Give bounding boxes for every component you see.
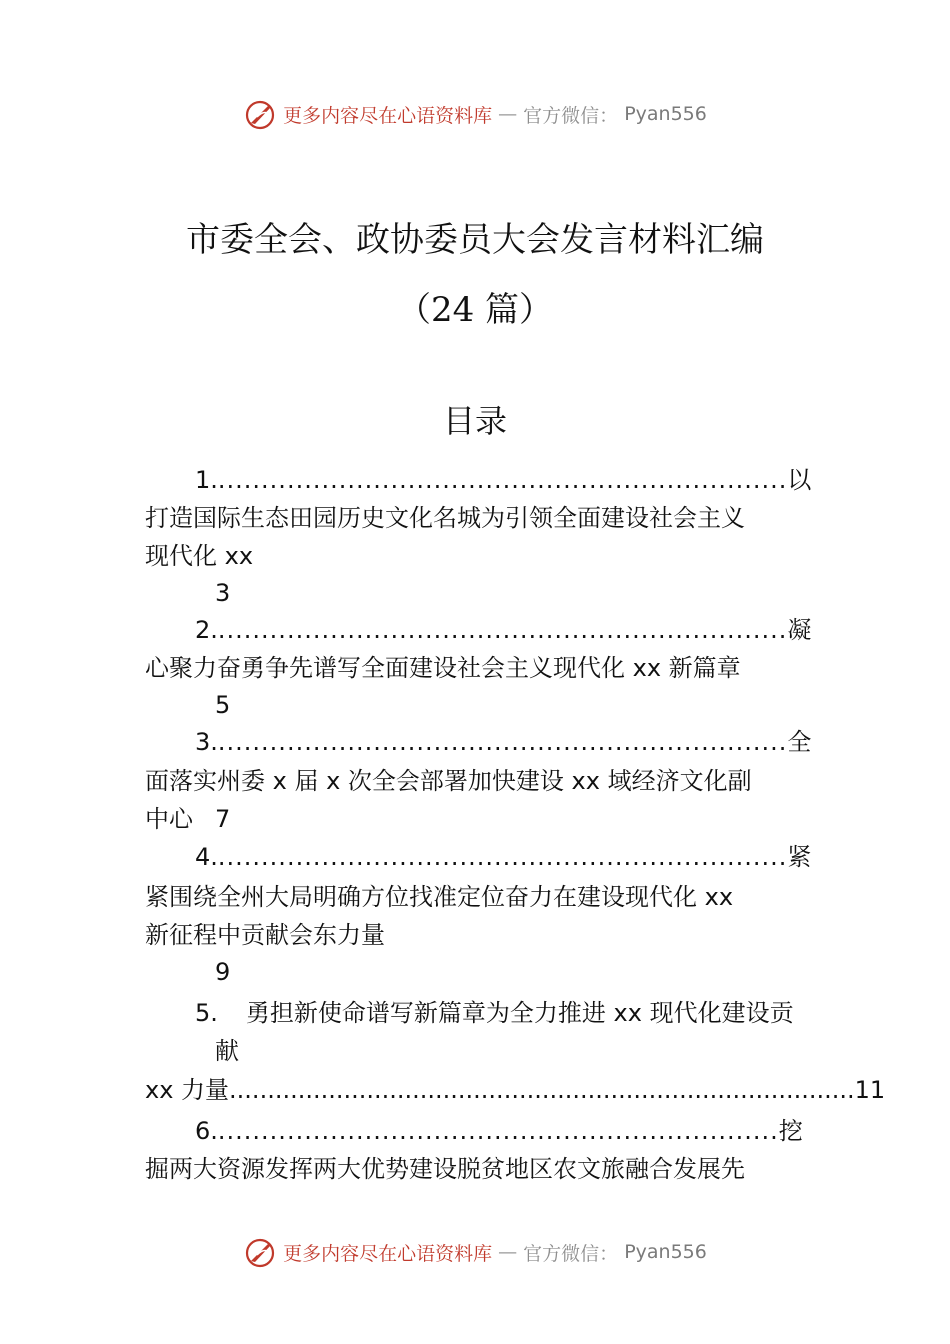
toc-entry-text: 现代化 xx bbox=[145, 542, 254, 570]
toc-entry-first-char: 挖 bbox=[778, 1117, 803, 1145]
toc-entry-text: 面落实州委 x 届 x 次全会部署加快建设 xx 域经济文化副 bbox=[145, 767, 752, 795]
toc-heading: 目录 bbox=[442, 402, 507, 440]
toc-entry-page: 5 bbox=[215, 691, 231, 719]
footer-banner bbox=[0, 1234, 950, 1270]
banner-wechat-handle: Pyan556 bbox=[624, 103, 707, 125]
toc-entry-first-char: 凝 bbox=[787, 616, 812, 644]
banner-separator: — bbox=[498, 1241, 518, 1263]
toc-entry-text: 勇担新使命谱写新篇章为全力推进 xx 现代化建设贡 bbox=[245, 999, 794, 1027]
toc-entry-2-lead[interactable] bbox=[195, 615, 811, 645]
banner-wechat-label: 官方微信： bbox=[523, 1242, 619, 1265]
toc-entry-3-lead[interactable] bbox=[195, 727, 811, 757]
toc-entry-first-char: 全 bbox=[787, 728, 812, 756]
toc-entry-text: 打造国际生态田园历史文化名城为引领全面建设社会主义 bbox=[145, 504, 745, 532]
toc-entry-text: xx 力量 bbox=[145, 1076, 230, 1104]
toc-entry-number: 5. bbox=[195, 999, 218, 1027]
toc-entry-first-char: 紧 bbox=[787, 843, 812, 871]
banner-promo-text: 更多内容尽在心语资料库 bbox=[283, 1242, 493, 1265]
toc-entry-text: 新征程中贡献会东力量 bbox=[145, 921, 385, 949]
toc-leader-dots: ................................................................. bbox=[217, 1117, 779, 1145]
quill-logo-icon bbox=[243, 1235, 277, 1269]
banner-wechat-handle: Pyan556 bbox=[624, 1241, 707, 1263]
toc-entry-6-lead[interactable] bbox=[195, 1116, 803, 1146]
toc-entry-4-lead[interactable] bbox=[195, 842, 811, 872]
toc-entry-number: 2. bbox=[195, 616, 218, 644]
toc-entry-page: 11 bbox=[854, 1076, 886, 1104]
toc-entry-number: 4. bbox=[195, 843, 218, 871]
toc-entry-text: 心聚力奋勇争先谱写全面建设社会主义现代化 xx 新篇章 bbox=[145, 654, 741, 682]
toc-entry-page: 7 bbox=[215, 805, 231, 833]
banner-promo-text: 更多内容尽在心语资料库 bbox=[283, 104, 493, 127]
document-count: （24 篇） bbox=[396, 290, 554, 330]
toc-entry-5-lead[interactable] bbox=[195, 998, 794, 1028]
header-banner bbox=[0, 96, 950, 132]
toc-leader-dots: .................................................................. bbox=[217, 466, 788, 494]
toc-leader-dots: .................................................................. bbox=[217, 616, 788, 644]
toc-entry-number: 3. bbox=[195, 728, 218, 756]
toc-entry-text: 献 bbox=[215, 1037, 239, 1065]
toc-entry-page: 3 bbox=[215, 579, 231, 607]
quill-logo-icon bbox=[243, 97, 277, 131]
toc-entry-text: 中心 bbox=[145, 805, 193, 833]
toc-entry-text: 掘两大资源发挥两大优势建设脱贫地区农文旅融合发展先 bbox=[145, 1155, 745, 1183]
toc-entry-first-char: 以 bbox=[787, 466, 812, 494]
toc-entry-number: 1. bbox=[195, 466, 218, 494]
toc-leader-dots: .................................................................. bbox=[217, 728, 788, 756]
toc-entry-5-tail[interactable] bbox=[145, 1075, 885, 1105]
banner-separator: — bbox=[498, 103, 518, 125]
banner-wechat-label: 官方微信： bbox=[523, 104, 619, 127]
toc-entry-text: 紧围绕全州大局明确方位找准定位奋力在建设现代化 xx bbox=[145, 883, 734, 911]
document-title: 市委全会、政协委员大会发言材料汇编 bbox=[186, 220, 764, 260]
toc-entry-1-lead[interactable] bbox=[195, 465, 811, 495]
toc-entry-text-with-page bbox=[145, 804, 230, 834]
toc-leader-dots: .................................................................................. bbox=[229, 1076, 855, 1104]
toc-entry-page: 9 bbox=[215, 958, 231, 986]
toc-leader-dots: .................................................................. bbox=[217, 843, 788, 871]
toc-entry-number: 6. bbox=[195, 1117, 218, 1145]
